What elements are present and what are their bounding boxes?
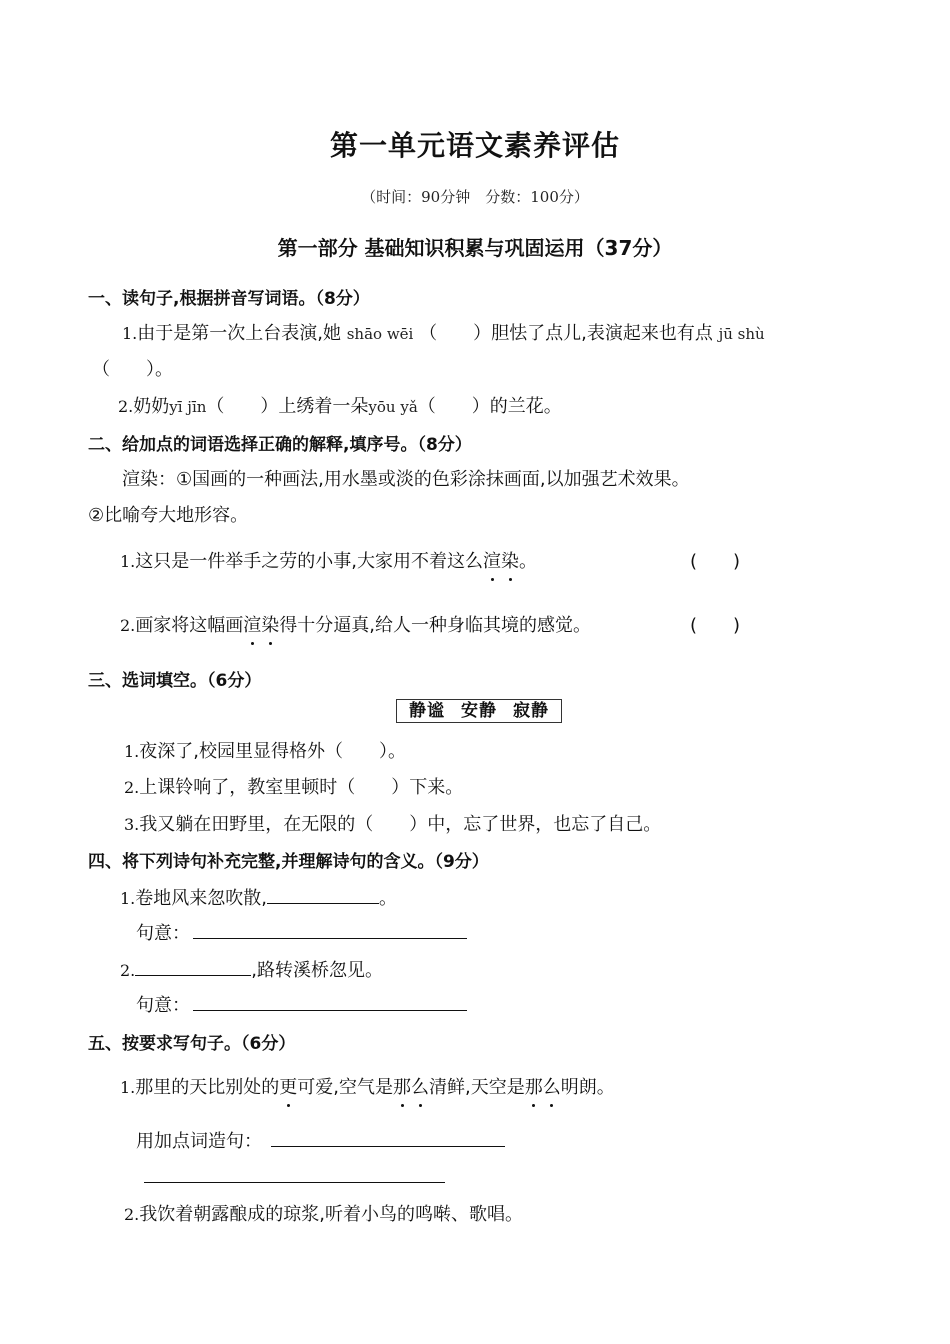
exam-info: （时间：90分钟 分数：100分）: [361, 188, 589, 206]
s1-question-2: [118, 392, 562, 418]
s2-question-1: [120, 547, 537, 573]
dotted-char: 那: [393, 1073, 411, 1099]
question-number: 2.: [118, 397, 134, 416]
question-text: 这只是一件举手之劳的小事,大家用不着这么: [135, 551, 483, 572]
s1-question-1: [122, 319, 765, 345]
dotted-char: 染: [261, 611, 279, 637]
section-4-heading: 四、将下列诗句补充完整,并理解诗句的含义。（9分）: [88, 852, 489, 872]
question-number: 3.: [124, 815, 140, 834]
question-text: 可爱,空气是: [297, 1077, 393, 1098]
question-text: 夜深了,校园里显得格外（ ）。: [139, 741, 406, 762]
dotted-char: 更: [279, 1073, 297, 1099]
dotted-char: 那: [525, 1073, 543, 1099]
answer-blank[interactable]: [267, 885, 379, 904]
word-option: 安静: [461, 701, 497, 721]
section-1-heading: 一、读句子,根据拼音写词语。（8分）: [88, 289, 370, 309]
s5-question-2: [124, 1200, 523, 1226]
definition-1: 渲染：①国画的一种画法,用水墨或淡的色彩涂抹画面,以加强艺术效果。: [122, 469, 690, 490]
s1-question-1-cont: （ ）。: [92, 359, 173, 380]
dotted-char: 渲: [243, 611, 261, 637]
question-text: 我饮着朝露酿成的琼浆,听着小鸟的鸣啭、歌唱。: [139, 1204, 523, 1225]
question-number: 2.: [124, 778, 140, 797]
question-number: 2.: [120, 616, 136, 635]
question-text: 那里的天比别处的: [135, 1077, 280, 1098]
question-text: 。: [519, 551, 537, 572]
question-number: 2.: [124, 1205, 140, 1224]
question-number: 1.: [120, 552, 136, 571]
pinyin: yōu yǎ: [368, 398, 418, 416]
question-text: （ ）的兰花。: [417, 396, 562, 417]
question-number: 1.: [124, 742, 140, 761]
question-number: 1.: [120, 889, 136, 908]
meaning-label: 句意：: [136, 995, 190, 1016]
s5-question-1: [120, 1073, 615, 1099]
s3-question-1: [124, 737, 406, 763]
question-text: 画家将这幅画: [135, 615, 244, 636]
answer-paren: ( ): [690, 551, 741, 572]
question-text: 奶奶: [133, 396, 170, 417]
definition-2: ②比喻夸大地形容。: [88, 505, 249, 526]
answer-blank[interactable]: [135, 957, 251, 976]
meaning-answer-line[interactable]: [193, 1010, 467, 1011]
question-text: （ ）上绣着一朵: [206, 396, 369, 417]
question-number: 1.: [122, 324, 138, 343]
page-title: 第一单元语文素养评估: [329, 129, 620, 162]
pinyin: jū shù: [718, 325, 765, 343]
dotted-char: 渲: [483, 547, 501, 573]
s2-question-2: [120, 611, 591, 637]
question-text: 明朗。: [560, 1077, 615, 1098]
dotted-char: 染: [501, 547, 519, 573]
sentence-answer-line-2[interactable]: [144, 1182, 445, 1183]
question-text: 卷地风来忽吹散,: [135, 888, 267, 909]
question-text: 。: [379, 888, 397, 909]
question-text: 得十分逼真,给人一种身临其境的感觉。: [279, 615, 591, 636]
question-text: ,路转溪桥忽见。: [251, 960, 383, 981]
pinyin: yī jīn: [169, 398, 207, 416]
question-text: 由于是第一次上台表演,她: [137, 323, 341, 344]
s3-question-2: [124, 773, 463, 799]
section-2-heading: 二、给加点的词语选择正确的解释,填序号。（8分）: [88, 435, 472, 455]
question-text: 我又躺在田野里，在无限的（ ）中，忘了世界，也忘了自己。: [139, 814, 662, 835]
s3-question-3: [124, 810, 661, 836]
question-text: 上课铃响了，教室里顿时（ ）下来。: [139, 777, 464, 798]
s4-question-1: [120, 884, 397, 910]
part-heading: 第一部分 基础知识积累与巩固运用（37分）: [277, 236, 673, 260]
meaning-answer-line[interactable]: [193, 938, 467, 939]
section-5-heading: 五、按要求写句子。（6分）: [88, 1034, 296, 1054]
question-text: （ ）胆怯了点儿,表演起来也有点: [419, 323, 713, 344]
question-text: 清鲜,天空是: [429, 1077, 525, 1098]
sentence-answer-line[interactable]: [271, 1146, 505, 1147]
word-option: 寂静: [513, 701, 549, 721]
word-box: [396, 699, 562, 723]
question-number: 2.: [120, 961, 136, 980]
question-number: 1.: [120, 1078, 136, 1097]
make-sentence-label: 用加点词造句：: [136, 1131, 262, 1152]
s4-question-2: [120, 956, 383, 982]
answer-paren: ( ): [690, 615, 741, 636]
dotted-char: 么: [543, 1073, 561, 1099]
pinyin: shāo wēi: [346, 325, 414, 343]
section-3-heading: 三、选词填空。（6分）: [88, 671, 262, 691]
word-option: 静谧: [409, 701, 445, 721]
meaning-label: 句意：: [136, 923, 190, 944]
dotted-char: 么: [411, 1073, 429, 1099]
